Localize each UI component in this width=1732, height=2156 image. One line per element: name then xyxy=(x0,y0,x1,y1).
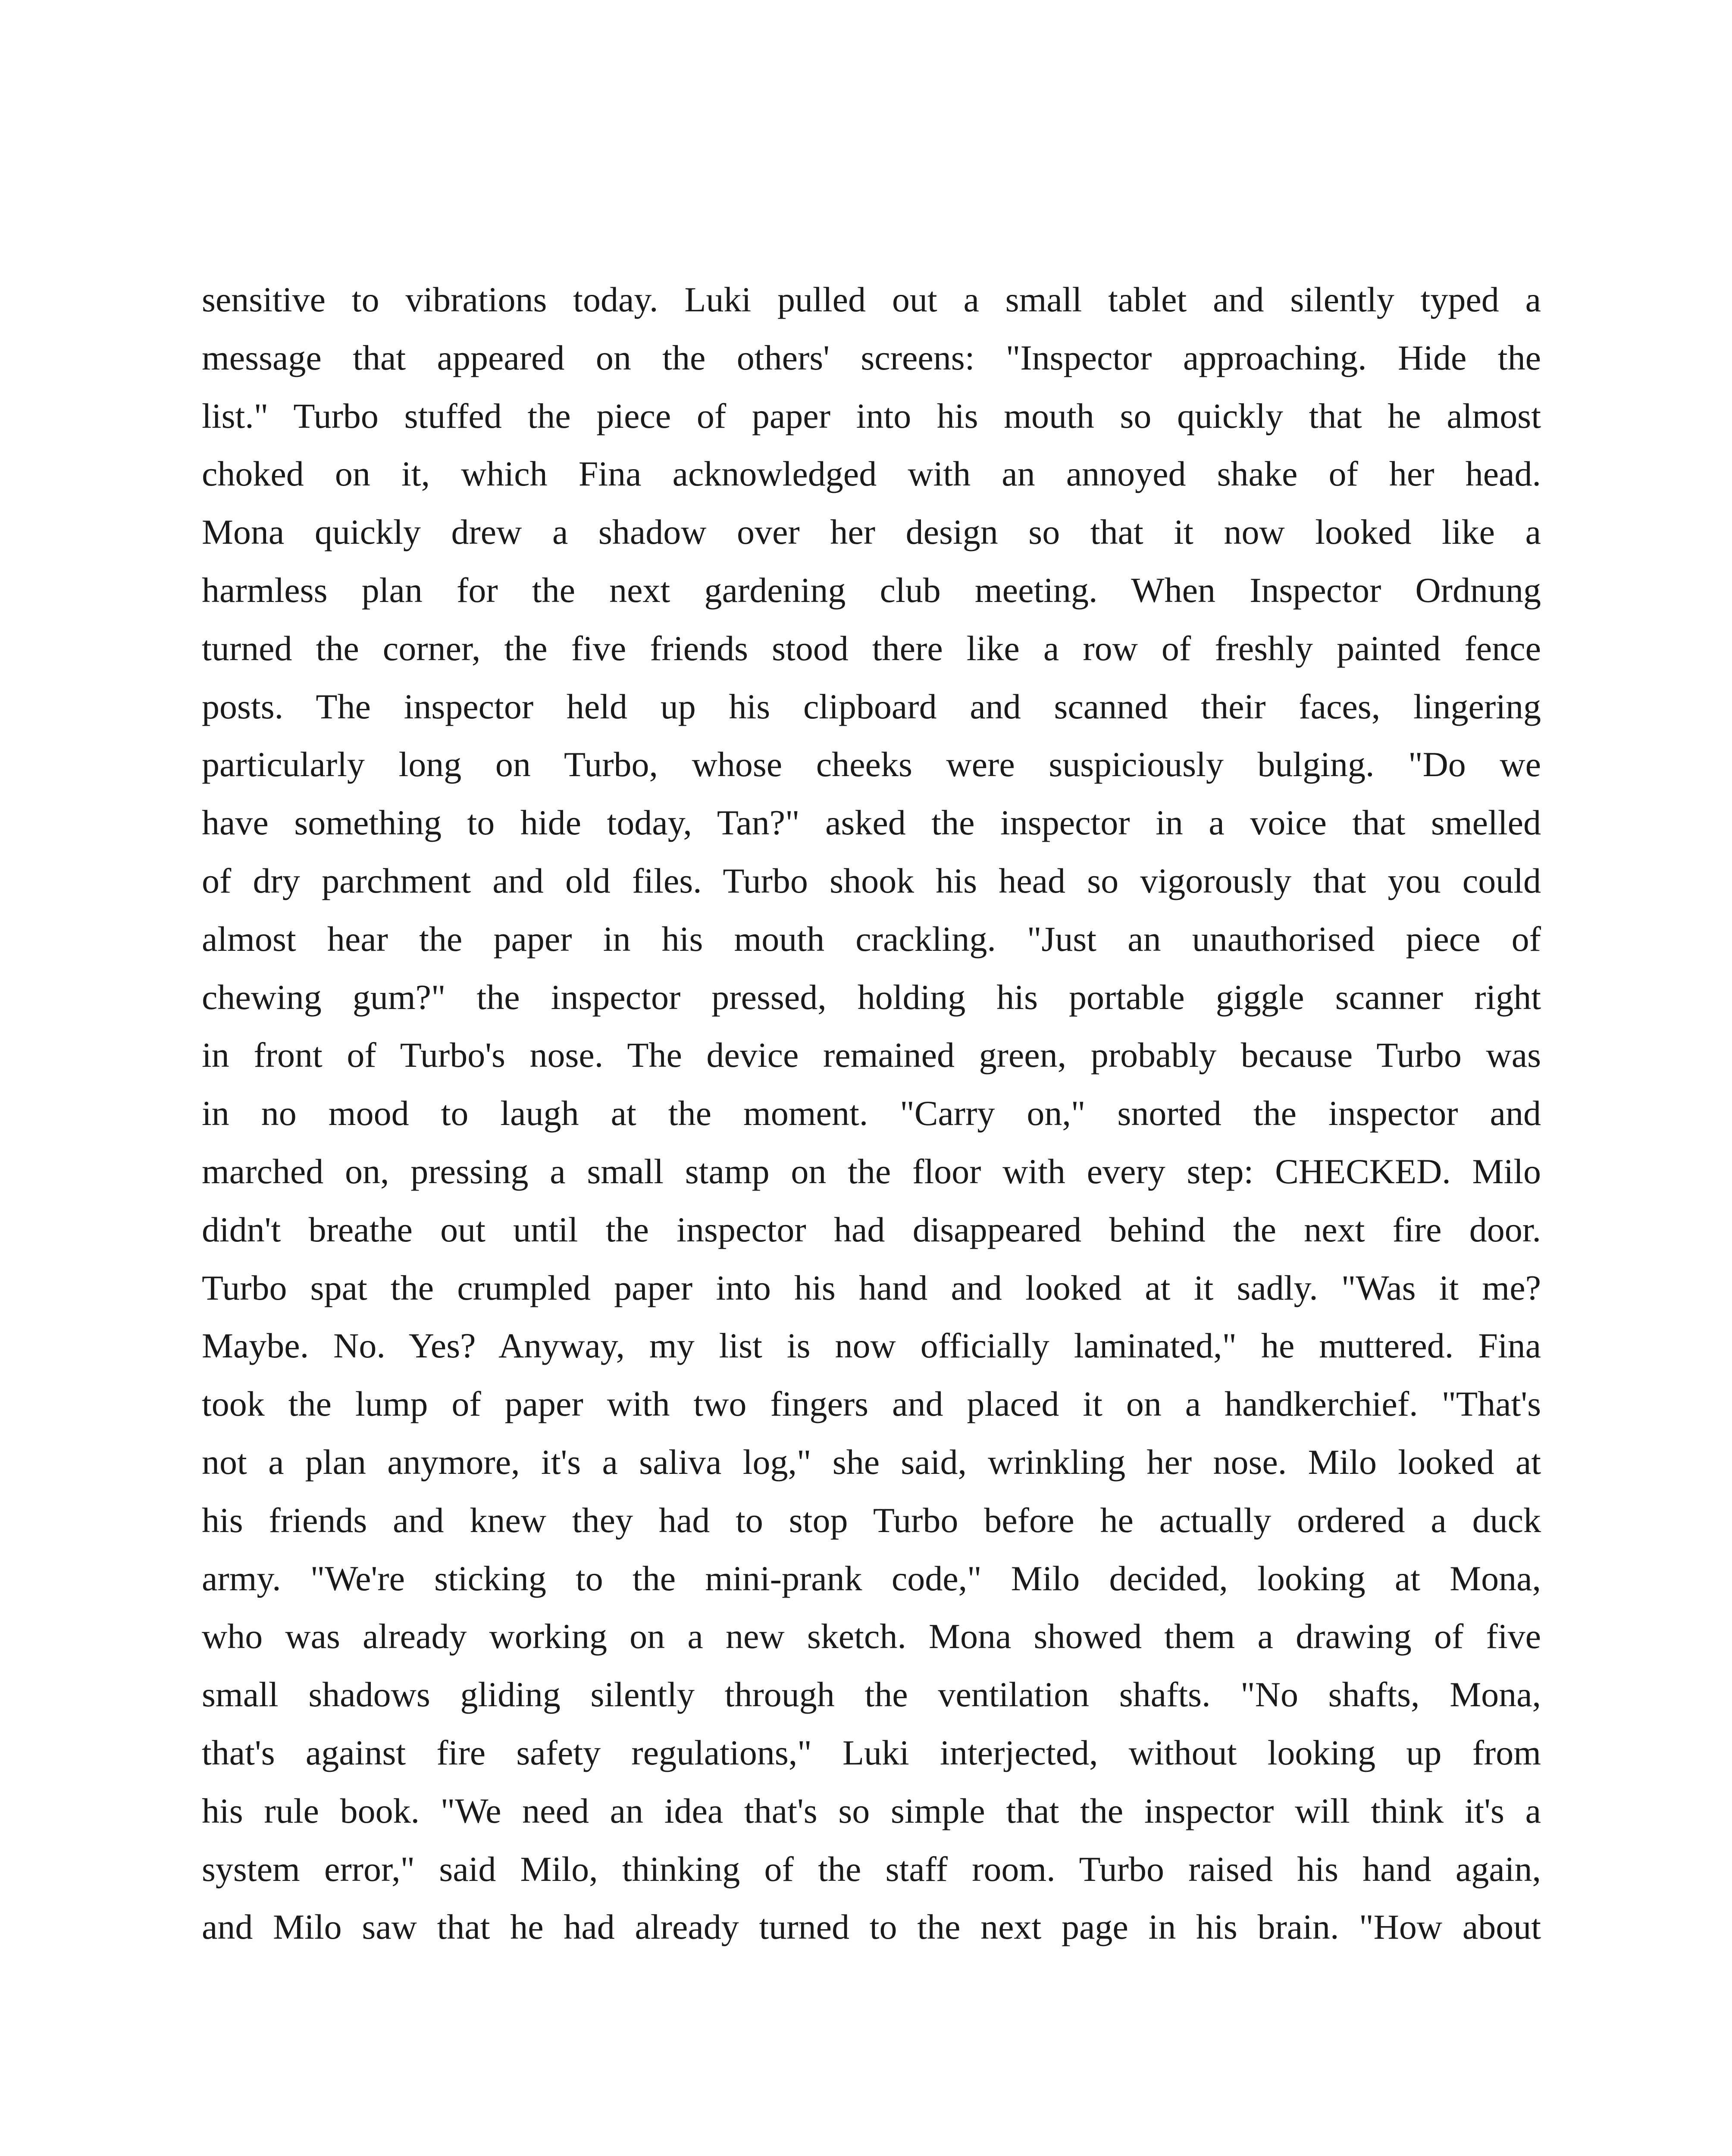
text-line: particularly long on Turbo, whose cheeks were suspiciously bulging. "Do we xyxy=(202,745,1541,784)
text-line: not a plan anymore, it's a saliva log," she said, wrinkling her nose. Milo looked at xyxy=(202,1442,1541,1482)
text-line: small shadows gliding silently through the ventilation shafts. "No shafts, Mona, xyxy=(202,1675,1541,1714)
text-line: message that appeared on the others' screens: "Inspector approaching. Hide the xyxy=(202,338,1541,377)
text-line: marched on, pressing a small stamp on the floor with every step: CHECKED. Milo xyxy=(202,1151,1541,1191)
text-line: army. "We're sticking to the mini-prank code," Milo decided, looking at Mona, xyxy=(202,1558,1541,1598)
text-line: and Milo saw that he had already turned to the next page in his brain. "How about xyxy=(202,1907,1541,1947)
text-line: choked on it, which Fina acknowledged with an annoyed shake of her head. xyxy=(202,454,1541,494)
text-line: took the lump of paper with two fingers and placed it on a handkerchief. "That's xyxy=(202,1384,1541,1424)
text-line: Maybe. No. Yes? Anyway, my list is now officially laminated," he muttered. Fina xyxy=(202,1326,1541,1366)
text-line: Turbo spat the crumpled paper into his hand and looked at it sadly. "Was it me? xyxy=(202,1268,1541,1307)
text-line: harmless plan for the next gardening club meeting. When Inspector Ordnung xyxy=(202,570,1541,610)
text-line: his rule book. "We need an idea that's so simple that the inspector will think it's a xyxy=(202,1791,1541,1830)
text-line: turned the corner, the five friends stood there like a row of freshly painted fence xyxy=(202,628,1541,668)
text-line: have something to hide today, Tan?" asked the inspector in a voice that smelled xyxy=(202,803,1541,843)
text-line: in no mood to laugh at the moment. "Carry on," snorted the inspector and xyxy=(202,1094,1541,1133)
text-line: who was already working on a new sketch. Mona showed them a drawing of five xyxy=(202,1617,1541,1656)
text-line: posts. The inspector held up his clipboard and scanned their faces, lingering xyxy=(202,686,1541,726)
text-line: that's against fire safety regulations," Luki interjected, without looking up from xyxy=(202,1733,1541,1772)
text-line: almost hear the paper in his mouth crackling. "Just an unauthorised piece of xyxy=(202,919,1541,959)
text-line: list." Turbo stuffed the piece of paper into his mouth so quickly that he almost xyxy=(202,396,1541,436)
text-line: chewing gum?" the inspector pressed, holding his portable giggle scanner right xyxy=(202,977,1541,1017)
text-line: Mona quickly drew a shadow over her design so that it now looked like a xyxy=(202,512,1541,552)
text-line: didn't breathe out until the inspector had disappeared behind the next fire door. xyxy=(202,1210,1541,1249)
text-line: sensitive to vibrations today. Luki pulled out a small tablet and silently typed a xyxy=(202,280,1541,319)
body-text xyxy=(202,271,1541,1956)
text-line: of dry parchment and old files. Turbo shook his head so vigorously that you could xyxy=(202,861,1541,900)
text-line: system error," said Milo, thinking of the staff room. Turbo raised his hand again, xyxy=(202,1849,1541,1889)
text-line: his friends and knew they had to stop Turbo before he actually ordered a duck xyxy=(202,1500,1541,1540)
text-line: in front of Turbo's nose. The device remained green, probably because Turbo was xyxy=(202,1035,1541,1075)
